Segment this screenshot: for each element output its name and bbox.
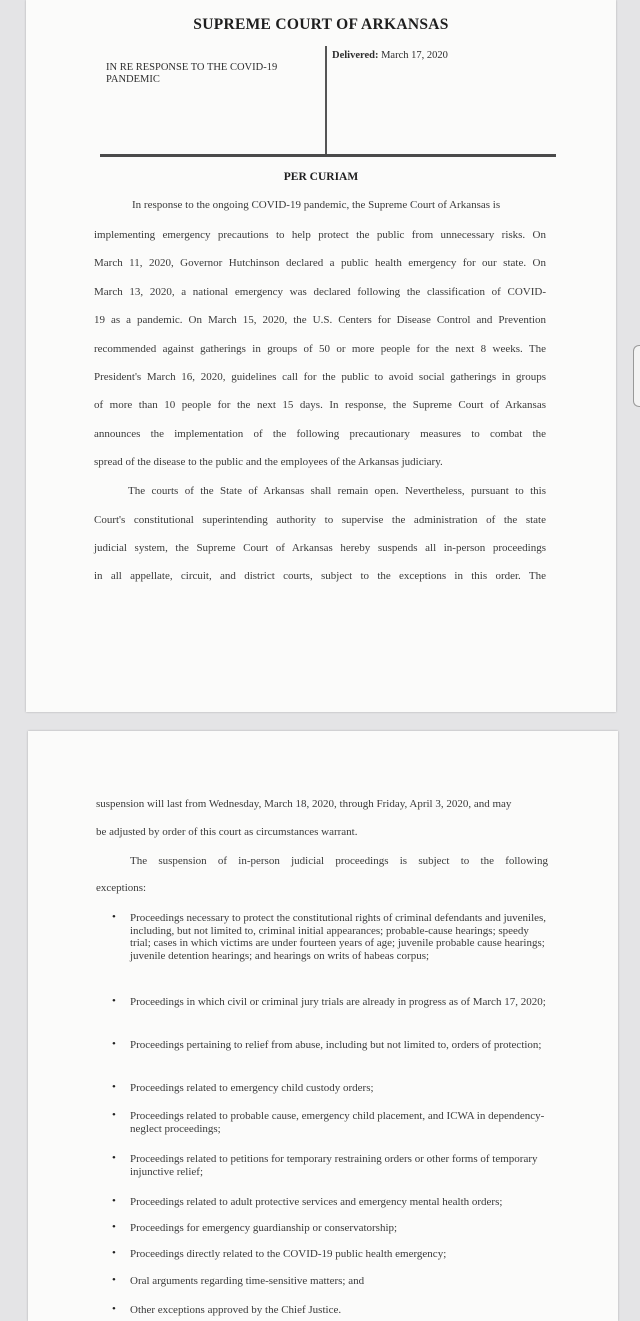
document-page-2 — [28, 731, 618, 1321]
exception-item: Proceedings directly related to the COVID-19 public health emergency; — [130, 1248, 447, 1260]
exception-item: Proceedings for emergency guardianship or conservatorship; — [130, 1222, 398, 1234]
body-line: judicial system, the Supreme Court of Arkansas hereby suspends all in-person proceedings — [94, 542, 546, 554]
delivered-date — [332, 50, 448, 61]
exception-item: Proceedings pertaining to relief from abuse, including but not limited to, orders of protection; — [130, 1039, 542, 1051]
caption-divider-vertical — [325, 46, 327, 154]
bullet-glyph: • — [112, 1195, 116, 1207]
body-line: In response to the ongoing COVID-19 pandemic, the Supreme Court of Arkansas is — [132, 199, 501, 211]
exception-item: Proceedings related to petitions for temporary restraining orders or other forms of temporary injunctive relief; — [130, 1153, 538, 1178]
bullet-glyph: • — [112, 995, 116, 1007]
bullet-glyph: • — [112, 1081, 116, 1093]
delivered-label: Delivered: — [332, 50, 379, 61]
body-line: Court's constitutional superintending authority to supervise the administration of the state — [94, 514, 546, 526]
exception-item: Proceedings related to emergency child custody orders; — [130, 1082, 374, 1094]
body-line: in all appellate, circuit, and district courts, subject to the exceptions in this order. The — [94, 570, 546, 582]
bullet-glyph: • — [112, 1221, 116, 1233]
caption-divider-horizontal — [100, 154, 556, 157]
body-line: exceptions: — [96, 882, 147, 894]
document-page-1 — [26, 0, 616, 712]
body-line: President's March 16, 2020, guidelines call for the public to avoid social gatherings in groups — [94, 371, 546, 383]
exception-item: Other exceptions approved by the Chief Justice. — [130, 1304, 342, 1316]
exception-item: Proceedings necessary to protect the constitutional rights of criminal defendants and juveniles, including, but not limited to, criminal initial appearances; probable-cause hearings; speedy trial; cases in which victims are under fourteen years of age; juvenile probable cause hearings; juvenile detention hearings; and hearings on writs of habeas corpus; — [130, 912, 547, 962]
body-line: spread of the disease to the public and the employees of the Arkansas judiciary. — [94, 456, 443, 468]
body-line: be adjusted by order of this court as circumstances warrant. — [96, 826, 358, 838]
opinion-heading: PER CURIAM — [283, 171, 359, 183]
case-caption: IN RE RESPONSE TO THE COVID-19 PANDEMIC — [106, 62, 278, 85]
bullet-glyph: • — [112, 1109, 116, 1121]
bullet-glyph: • — [112, 1247, 116, 1259]
bullet-glyph: • — [112, 1303, 116, 1315]
court-title: SUPREME COURT OF ARKANSAS — [193, 16, 449, 33]
body-line: implementing emergency precautions to help protect the public from unnecessary risks. On — [94, 229, 546, 241]
body-line: The courts of the State of Arkansas shall remain open. Nevertheless, pursuant to this — [128, 485, 546, 497]
bullet-glyph: • — [112, 1274, 116, 1286]
body-line: announces the implementation of the following precautionary measures to combat the — [94, 428, 546, 440]
body-line: March 11, 2020, Governor Hutchinson declared a public health emergency for our state. On — [94, 257, 546, 269]
bullet-glyph: • — [112, 1152, 116, 1164]
body-line: 19 as a pandemic. On March 15, 2020, the U.S. Centers for Disease Control and Prevention — [94, 314, 546, 326]
delivered-value: March 17, 2020 — [381, 50, 448, 61]
body-line: suspension will last from Wednesday, March 18, 2020, through Friday, April 3, 2020, and may — [96, 798, 512, 810]
exception-item: Proceedings related to probable cause, emergency child placement, and ICWA in dependency-neglect proceedings; — [130, 1110, 545, 1135]
scroll-handle[interactable] — [633, 345, 640, 407]
body-line: of more than 10 people for the next 15 days. In response, the Supreme Court of Arkansas — [94, 399, 546, 411]
exception-item: Oral arguments regarding time-sensitive matters; and — [130, 1275, 365, 1287]
body-line: The suspension of in-person judicial proceedings is subject to the following — [130, 855, 548, 867]
body-line: recommended against gatherings in groups of 50 or more people for the next 8 weeks. The — [94, 343, 546, 355]
bullet-glyph: • — [112, 911, 116, 923]
exception-item: Proceedings in which civil or criminal jury trials are already in progress as of March 17, 2020; — [130, 996, 546, 1008]
exception-item: Proceedings related to adult protective services and emergency mental health orders; — [130, 1196, 503, 1208]
body-line: March 13, 2020, a national emergency was declared following the classification of COVID- — [94, 286, 546, 298]
bullet-glyph: • — [112, 1038, 116, 1050]
